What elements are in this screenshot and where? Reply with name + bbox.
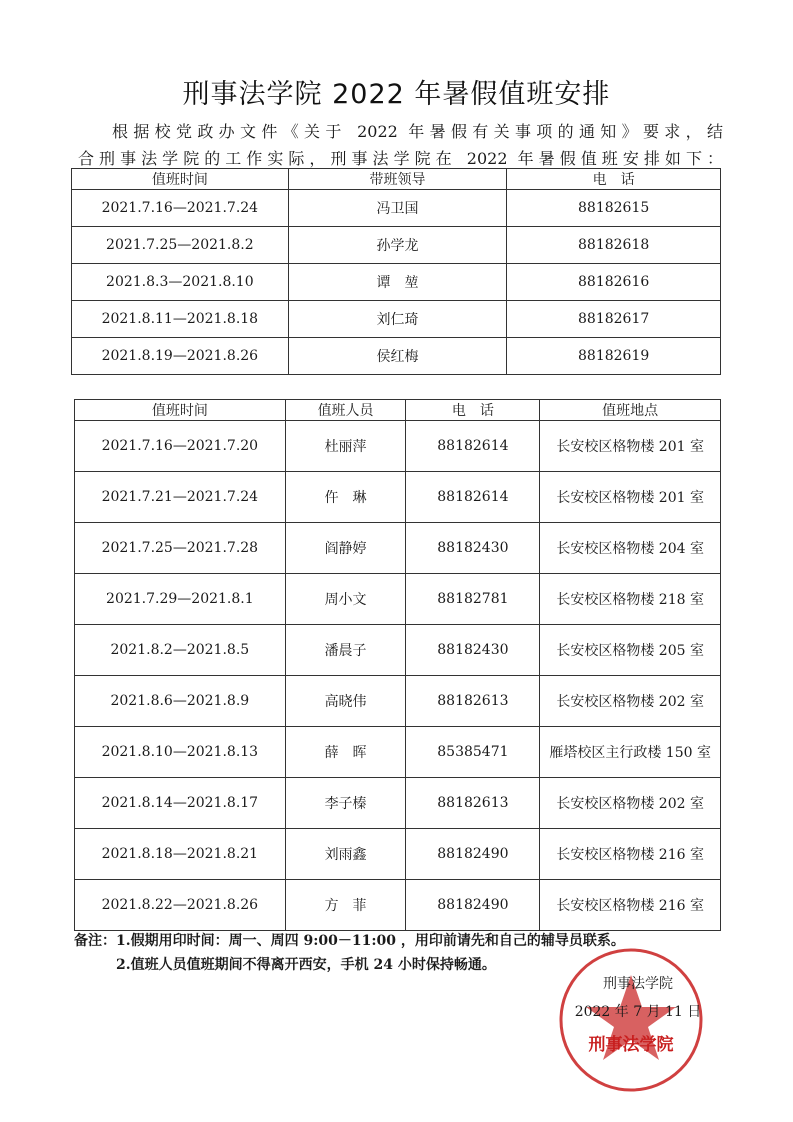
header-duty-time: 值班时间	[75, 400, 286, 421]
page-title: 刑事法学院 2022 年暑假值班安排	[182, 79, 611, 110]
table-row	[72, 227, 721, 264]
table-row	[75, 829, 721, 880]
signature-date: 2022 年 7 月 11 日	[574, 1004, 702, 1020]
header-location: 值班地点	[540, 400, 721, 421]
cell-staff: 薛 晖	[285, 727, 406, 778]
cell-phone: 88182619	[507, 338, 721, 375]
cell-leader: 侯红梅	[288, 338, 507, 375]
cell-duty-time: 2021.8.3—2021.8.10	[72, 264, 289, 301]
cell-location: 长安校区格物楼 205 室	[540, 625, 721, 676]
cell-staff: 阎静婷	[285, 523, 406, 574]
cell-staff: 潘晨子	[285, 625, 406, 676]
cell-duty-time: 2021.7.16—2021.7.20	[75, 421, 286, 472]
header-duty-time: 值班时间	[72, 169, 289, 190]
cell-phone: 88182430	[406, 625, 540, 676]
cell-duty-time: 2021.7.16—2021.7.24	[72, 190, 289, 227]
signature-org: 刑事法学院	[603, 976, 673, 992]
cell-staff: 李子榛	[285, 778, 406, 829]
seal-text: 刑事法学院	[588, 1035, 674, 1055]
table-row	[75, 472, 721, 523]
cell-duty-time: 2021.8.19—2021.8.26	[72, 338, 289, 375]
table-row	[75, 523, 721, 574]
table-row	[72, 338, 721, 375]
table-row	[75, 625, 721, 676]
cell-location: 长安校区格物楼 202 室	[540, 778, 721, 829]
cell-staff: 仵 琳	[285, 472, 406, 523]
cell-location: 长安校区格物楼 216 室	[540, 880, 721, 931]
header-phone: 电 话	[406, 400, 540, 421]
cell-duty-time: 2021.7.25—2021.7.28	[75, 523, 286, 574]
cell-phone: 88182490	[406, 829, 540, 880]
header-staff: 值班人员	[285, 400, 406, 421]
cell-duty-time: 2021.7.21—2021.7.24	[75, 472, 286, 523]
cell-phone: 88182618	[507, 227, 721, 264]
table-header-row	[75, 400, 721, 421]
cell-location: 雁塔校区主行政楼 150 室	[540, 727, 721, 778]
table-row	[72, 301, 721, 338]
cell-leader: 谭 堃	[288, 264, 507, 301]
cell-leader: 冯卫国	[288, 190, 507, 227]
header-leader: 带班领导	[288, 169, 507, 190]
cell-phone: 88182616	[507, 264, 721, 301]
cell-phone: 88182613	[406, 676, 540, 727]
table-row	[72, 190, 721, 227]
table-row	[75, 574, 721, 625]
cell-phone: 88182430	[406, 523, 540, 574]
leaders-table	[71, 168, 721, 375]
intro-paragraph	[78, 118, 723, 172]
note-line-1: 备注：1.假期用印时间：周一、周四 9:00－11:00 ，用印前请先和自己的辅导员联系。	[74, 933, 625, 949]
cell-location: 长安校区格物楼 216 室	[540, 829, 721, 880]
cell-location: 长安校区格物楼 201 室	[540, 472, 721, 523]
note-line-2: 2.值班人员值班期间不得离开西安，手机 24 小时保持畅通。	[116, 957, 496, 973]
cell-staff: 杜丽萍	[285, 421, 406, 472]
cell-leader: 刘仁琦	[288, 301, 507, 338]
intro-line-2: 合刑事法学院的工作实际，刑事法学院在 2022 年暑假值班安排如下：	[78, 149, 723, 168]
cell-phone: 88182781	[406, 574, 540, 625]
cell-phone: 88182614	[406, 472, 540, 523]
cell-location: 长安校区格物楼 204 室	[540, 523, 721, 574]
table-row	[75, 676, 721, 727]
cell-location: 长安校区格物楼 202 室	[540, 676, 721, 727]
table-row	[75, 421, 721, 472]
cell-staff: 高晓伟	[285, 676, 406, 727]
cell-location: 长安校区格物楼 218 室	[540, 574, 721, 625]
table-row	[72, 264, 721, 301]
cell-duty-time: 2021.8.11—2021.8.18	[72, 301, 289, 338]
intro-line-1: 根据校党政办文件《关于 2022 年暑假有关事项的通知》要求，结	[112, 122, 723, 141]
table-header-row	[72, 169, 721, 190]
cell-staff: 方 菲	[285, 880, 406, 931]
cell-phone: 88182614	[406, 421, 540, 472]
cell-leader: 孙学龙	[288, 227, 507, 264]
cell-duty-time: 2021.8.14—2021.8.17	[75, 778, 286, 829]
cell-staff: 刘雨鑫	[285, 829, 406, 880]
cell-phone: 85385471	[406, 727, 540, 778]
cell-phone: 88182617	[507, 301, 721, 338]
staff-table	[74, 399, 721, 931]
cell-duty-time: 2021.8.10—2021.8.13	[75, 727, 286, 778]
cell-phone: 88182613	[406, 778, 540, 829]
cell-duty-time: 2021.7.25—2021.8.2	[72, 227, 289, 264]
cell-duty-time: 2021.7.29—2021.8.1	[75, 574, 286, 625]
header-phone: 电 话	[507, 169, 721, 190]
cell-phone: 88182615	[507, 190, 721, 227]
cell-duty-time: 2021.8.2—2021.8.5	[75, 625, 286, 676]
cell-duty-time: 2021.8.18—2021.8.21	[75, 829, 286, 880]
cell-duty-time: 2021.8.22—2021.8.26	[75, 880, 286, 931]
cell-phone: 88182490	[406, 880, 540, 931]
cell-location: 长安校区格物楼 201 室	[540, 421, 721, 472]
table-row	[75, 880, 721, 931]
notes	[74, 929, 625, 977]
cell-staff: 周小文	[285, 574, 406, 625]
signature-block	[568, 970, 708, 1026]
table-row	[75, 778, 721, 829]
table-row	[75, 727, 721, 778]
cell-duty-time: 2021.8.6—2021.8.9	[75, 676, 286, 727]
